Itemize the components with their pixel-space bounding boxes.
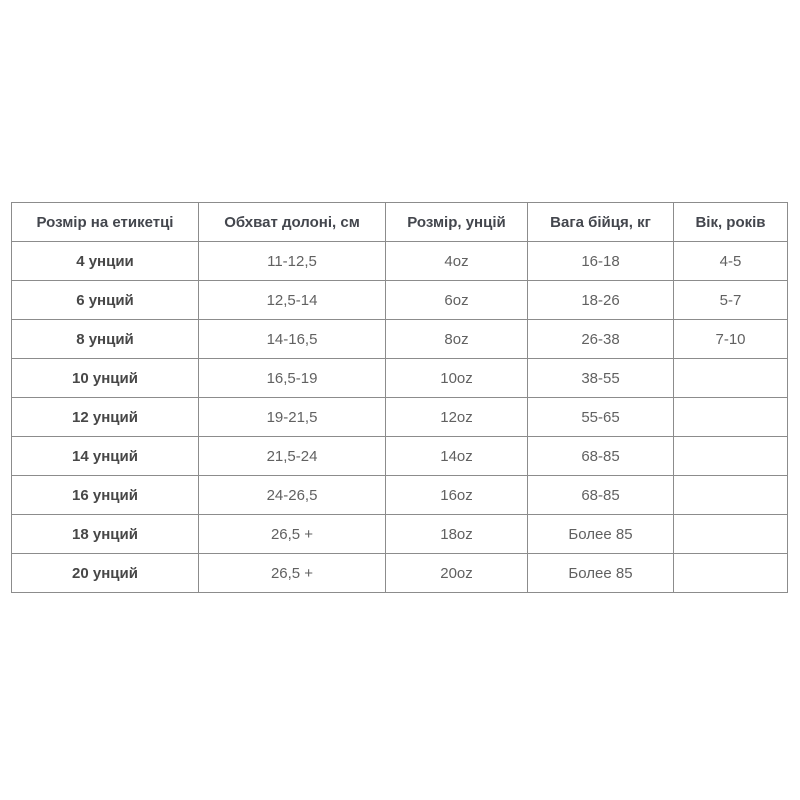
- cell-label-size: 4 унции: [12, 242, 199, 281]
- cell-size-oz: 18oz: [386, 515, 528, 554]
- table-row: [12, 320, 788, 359]
- cell-size-oz: 14oz: [386, 437, 528, 476]
- glove-size-table: [11, 202, 788, 593]
- cell-size-oz: 20oz: [386, 554, 528, 593]
- cell-palm-circumference: 26,5 +: [199, 515, 386, 554]
- cell-palm-circumference: 14-16,5: [199, 320, 386, 359]
- cell-palm-circumference: 26,5 +: [199, 554, 386, 593]
- column-header-size-oz: Розмір, унцій: [386, 203, 528, 242]
- cell-age: [674, 398, 788, 437]
- cell-size-oz: 4oz: [386, 242, 528, 281]
- cell-fighter-weight: 18-26: [528, 281, 674, 320]
- cell-fighter-weight: 68-85: [528, 476, 674, 515]
- column-header-palm-circumference: Обхват долоні, см: [199, 203, 386, 242]
- cell-palm-circumference: 24-26,5: [199, 476, 386, 515]
- table-header-row: [12, 203, 788, 242]
- cell-label-size: 18 унций: [12, 515, 199, 554]
- table-row: [12, 281, 788, 320]
- table-row: [12, 554, 788, 593]
- cell-label-size: 6 унций: [12, 281, 199, 320]
- cell-age: [674, 554, 788, 593]
- table-row: [12, 437, 788, 476]
- cell-label-size: 8 унций: [12, 320, 199, 359]
- cell-age: 4-5: [674, 242, 788, 281]
- cell-age: 7-10: [674, 320, 788, 359]
- column-header-fighter-weight: Вага бійця, кг: [528, 203, 674, 242]
- cell-fighter-weight: Более 85: [528, 554, 674, 593]
- cell-palm-circumference: 19-21,5: [199, 398, 386, 437]
- cell-size-oz: 8oz: [386, 320, 528, 359]
- column-header-label-size: Розмір на етикетці: [12, 203, 199, 242]
- cell-age: [674, 359, 788, 398]
- table-row: [12, 398, 788, 437]
- cell-age: 5-7: [674, 281, 788, 320]
- cell-age: [674, 437, 788, 476]
- cell-label-size: 14 унций: [12, 437, 199, 476]
- cell-age: [674, 476, 788, 515]
- column-header-age: Вік, років: [674, 203, 788, 242]
- cell-fighter-weight: 26-38: [528, 320, 674, 359]
- cell-age: [674, 515, 788, 554]
- cell-fighter-weight: 68-85: [528, 437, 674, 476]
- cell-palm-circumference: 16,5-19: [199, 359, 386, 398]
- cell-fighter-weight: 38-55: [528, 359, 674, 398]
- table-row: [12, 515, 788, 554]
- cell-fighter-weight: Более 85: [528, 515, 674, 554]
- cell-size-oz: 10oz: [386, 359, 528, 398]
- cell-size-oz: 16oz: [386, 476, 528, 515]
- cell-label-size: 20 унций: [12, 554, 199, 593]
- cell-palm-circumference: 12,5-14: [199, 281, 386, 320]
- cell-palm-circumference: 11-12,5: [199, 242, 386, 281]
- cell-size-oz: 12oz: [386, 398, 528, 437]
- table-row: [12, 359, 788, 398]
- table-row: [12, 242, 788, 281]
- cell-label-size: 10 унций: [12, 359, 199, 398]
- cell-fighter-weight: 55-65: [528, 398, 674, 437]
- table-row: [12, 476, 788, 515]
- cell-label-size: 16 унций: [12, 476, 199, 515]
- cell-size-oz: 6oz: [386, 281, 528, 320]
- cell-label-size: 12 унций: [12, 398, 199, 437]
- cell-palm-circumference: 21,5-24: [199, 437, 386, 476]
- cell-fighter-weight: 16-18: [528, 242, 674, 281]
